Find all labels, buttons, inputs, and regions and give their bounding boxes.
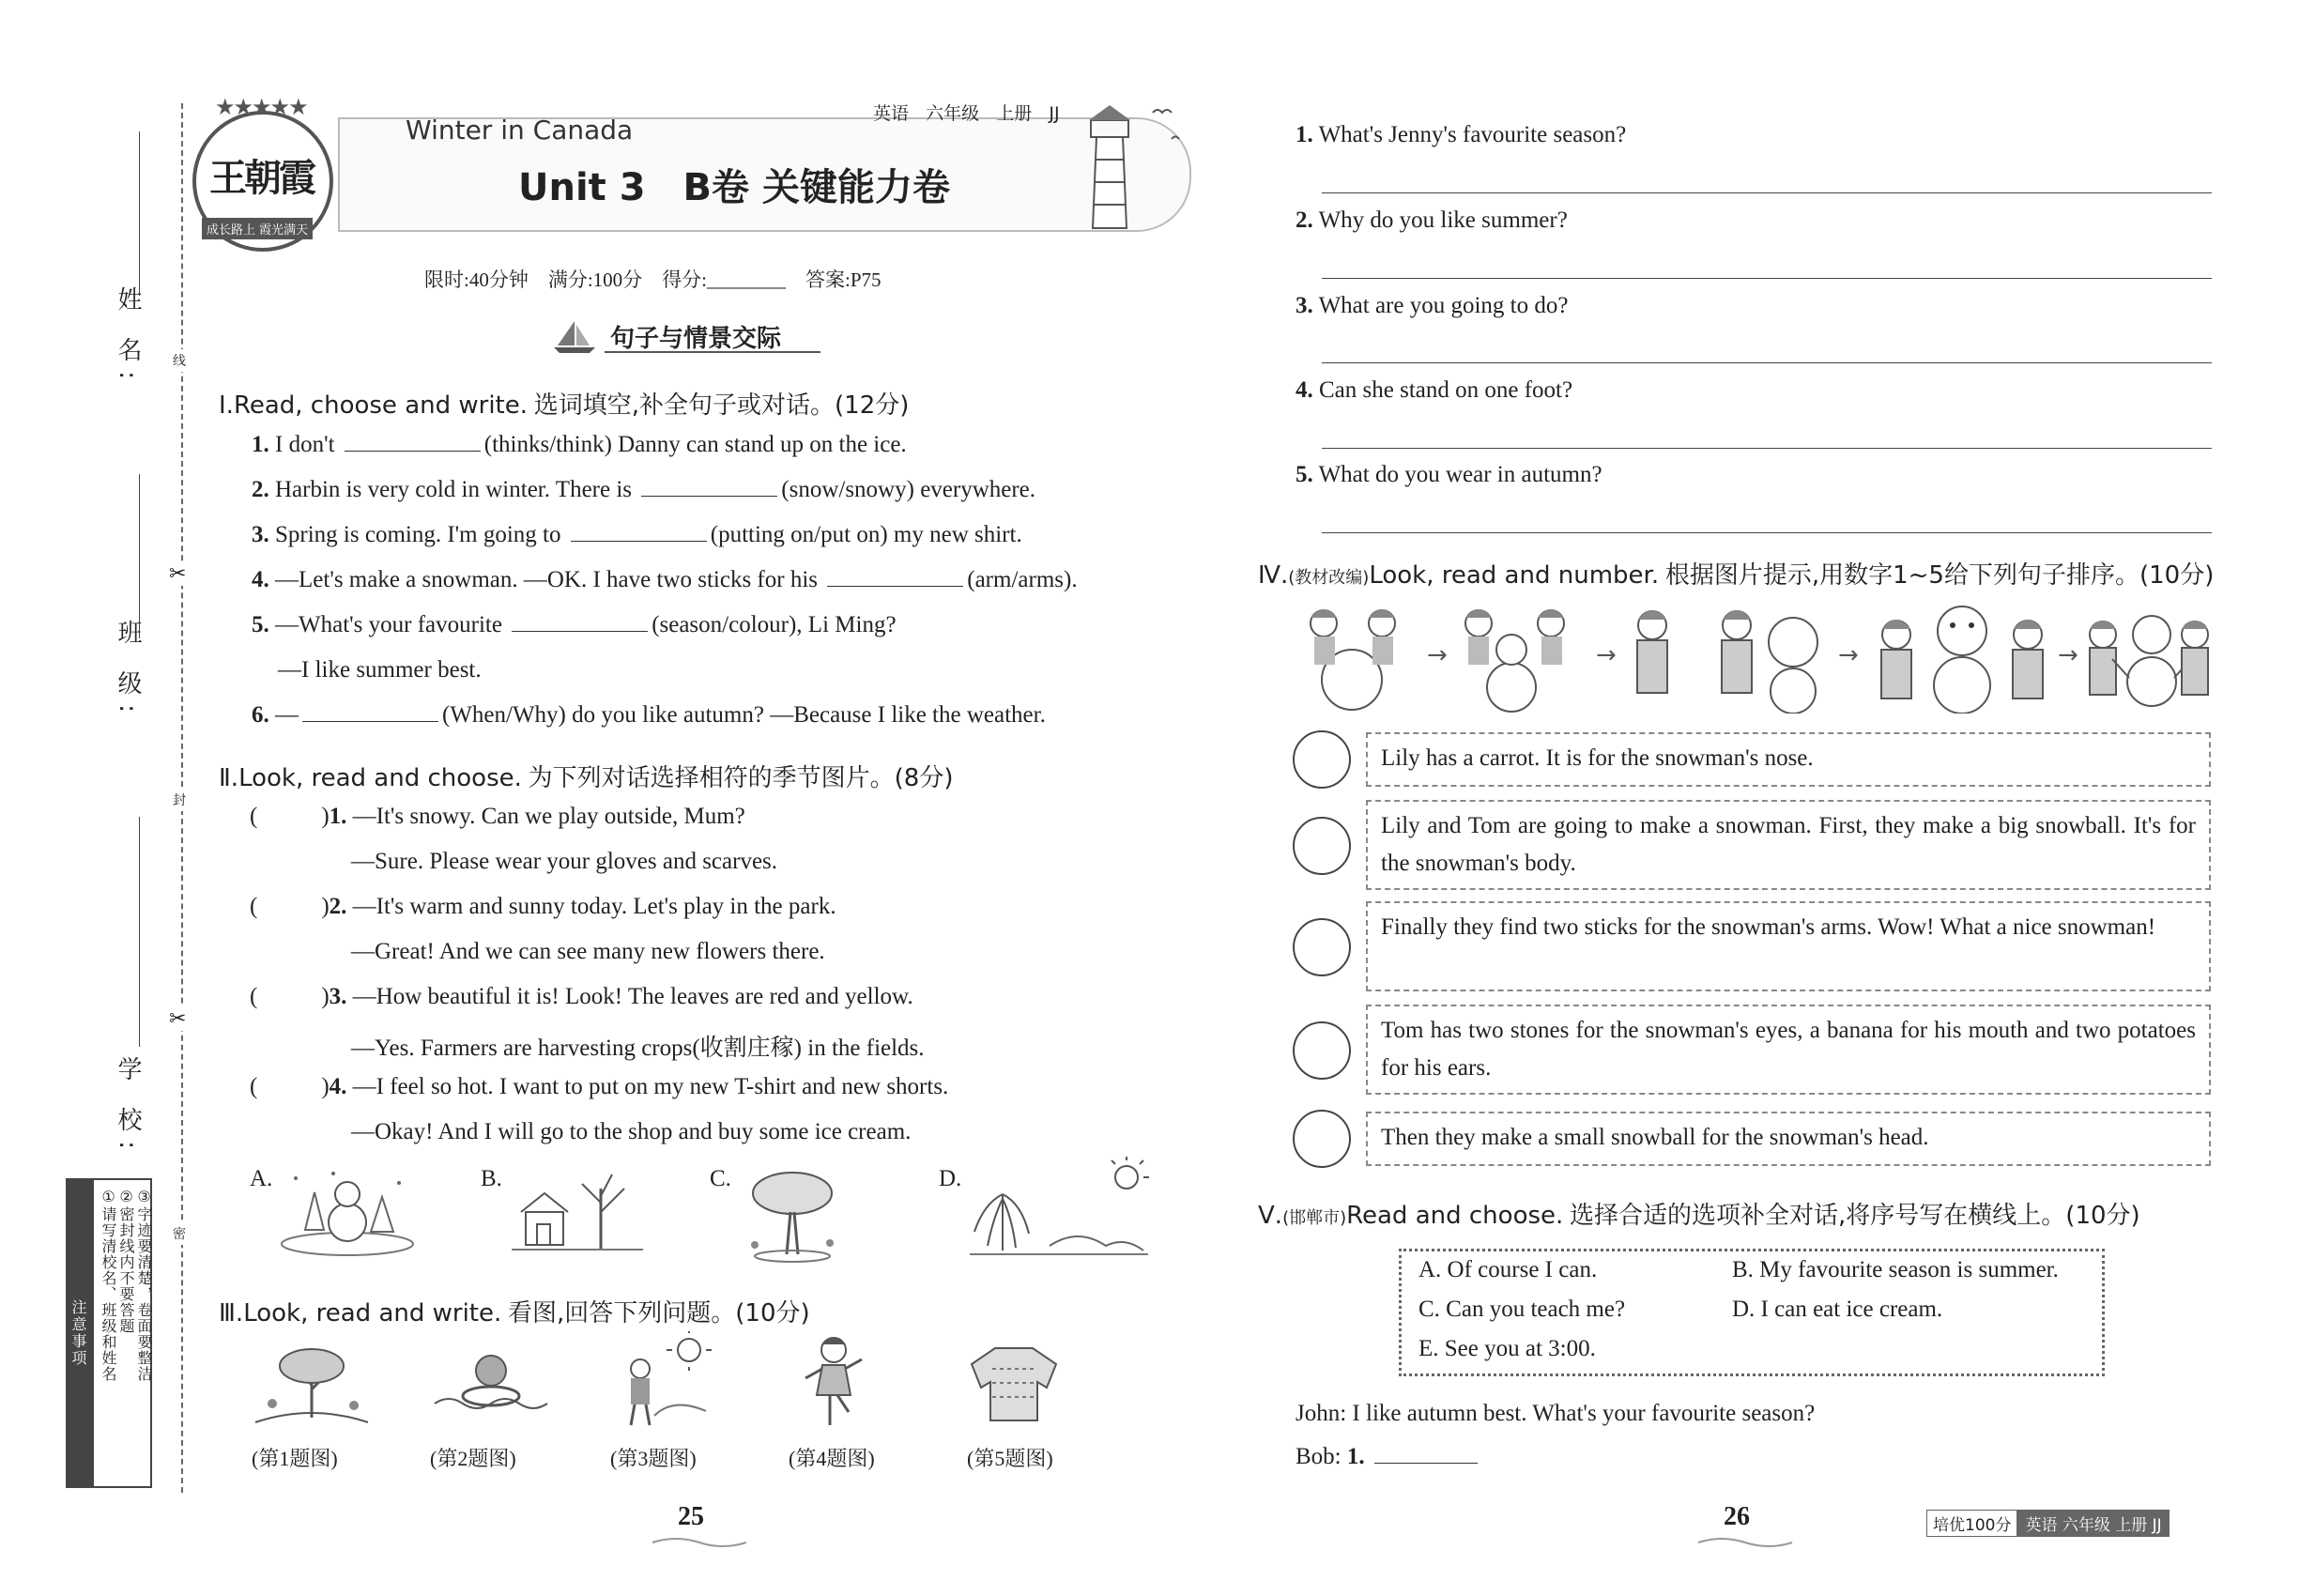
tag-edition: JJ [1049, 103, 1060, 124]
picture-caption: (第4题图) [789, 1447, 875, 1470]
svg-text:→: → [1596, 641, 1617, 669]
question-number: 2. [1296, 207, 1313, 233]
answer-line[interactable] [1322, 278, 2212, 279]
item-line1: —It's warm and sunny today. Let's play in the park. [352, 894, 836, 919]
s2-item-line2: —Great! And we can see many new flowers there. [351, 939, 825, 964]
question-number: 4. [1296, 377, 1313, 403]
theme-title: Winter in Canada [406, 115, 634, 146]
s2-item: ( )4. —I feel so hot. I want to put on my new T-shirt and new shorts. [250, 1074, 949, 1099]
logo-ribbon: 成长路上 霞光满天 [202, 218, 313, 239]
section2-title-en: Look, read and choose. [238, 764, 522, 792]
cut-mark-line: 线 [173, 349, 186, 372]
comic-panel-5 [2090, 616, 2208, 706]
notes-item: ③字迹要清楚，卷面要整洁 [135, 1188, 153, 1382]
item-line1: —It's snowy. Can we play outside, Mum? [352, 804, 745, 829]
item-number: 3. [329, 984, 347, 1009]
logo-text: 王朝霞 [209, 157, 314, 200]
item-text: Harbin is very cold in winter. There is [275, 477, 633, 502]
section1-title-en: Read, choose and write. [233, 391, 529, 420]
section5-title [1258, 1196, 2140, 1231]
item-number: 3. [252, 522, 269, 547]
item-text: —What's your favourite [275, 612, 502, 637]
s2-item: ( )1. —It's snowy. Can we play outside, Mum? [250, 804, 745, 829]
notes-item: ①请写清校名、班级和姓名 [100, 1188, 117, 1382]
question-text: Why do you like summer? [1318, 207, 1568, 233]
s3-question [1296, 207, 1568, 234]
svg-text:→: → [2058, 641, 2078, 669]
notes-item: ②密封线内不要答题 [117, 1188, 135, 1334]
answer-line[interactable] [1322, 448, 2212, 449]
item-number: 6. [252, 702, 269, 728]
s2-item: ( )3. —How beautiful it is! Look! The leaves are red and yellow. [250, 984, 913, 1009]
answer-line[interactable] [1322, 532, 2212, 533]
answer-blank[interactable] [345, 432, 481, 452]
item-text: Spring is coming. I'm going to [275, 522, 561, 547]
section-banner [552, 317, 834, 355]
comic-panel-1 [1311, 609, 1395, 710]
question-picture-3 [612, 1331, 715, 1431]
sentence-box [1366, 1005, 2211, 1095]
section5-roman: Ⅴ. [1258, 1202, 1283, 1230]
section4-title [1258, 556, 2214, 591]
scissors-icon: ✂ [169, 1006, 187, 1030]
section1-roman: Ⅰ. [219, 391, 234, 420]
school-label: 学 校: [114, 1056, 142, 1159]
section2-title [219, 759, 953, 793]
brand-name: 培优100分 [1926, 1510, 2017, 1537]
comic-panel-4 [1881, 606, 2043, 714]
answer-blank[interactable] [827, 567, 963, 587]
option-label-b: B. [481, 1166, 502, 1191]
svg-text:→: → [1427, 641, 1448, 669]
answer-line[interactable] [1322, 192, 2212, 193]
item-text: Danny can stand up on the ice. [618, 432, 907, 457]
options-box [1399, 1249, 2105, 1376]
s2-item: ( )2. —It's warm and sunny today. Let's play in the park. [250, 894, 836, 919]
s2-item-line2: —Sure. Please wear your gloves and scarves. [351, 849, 778, 874]
item-text: — [275, 702, 299, 728]
question-number: 3. [1296, 293, 1313, 318]
item-text: my new shirt. [893, 522, 1022, 547]
sentence-box [1366, 901, 2211, 991]
meta-answer: 答案:P75 [805, 269, 882, 291]
name-field[interactable] [139, 131, 140, 296]
sentence-text: Lily and Tom are going to make a snowman. First, they make a big snowball. It's for the snowman's body. [1381, 813, 2196, 876]
order-circle[interactable] [1293, 817, 1351, 875]
section5-title-cn: 选择合适的选项补全对话,将序号写在横线上。(10分) [1570, 1202, 2140, 1230]
sentence-box [1366, 800, 2211, 890]
logo-badge [192, 96, 333, 252]
meta-score: 满分:100分 [547, 269, 643, 291]
scissors-icon: ✂ [169, 561, 187, 585]
cut-mark-secret: 密 [173, 1222, 186, 1245]
summer-picture [965, 1157, 1153, 1260]
option-label-a: A. [250, 1166, 273, 1191]
section3-title-en: Look, read and write. [243, 1299, 502, 1327]
s1-item [278, 657, 482, 683]
dialog-speaker: Bob: [1296, 1444, 1342, 1469]
item-options: (arm/arms). [967, 567, 1078, 592]
order-circle[interactable] [1293, 730, 1351, 789]
class-label: 班 级: [114, 620, 142, 723]
question-text: What's Jenny's favourite season? [1318, 122, 1627, 147]
dialog-line [1296, 1444, 1481, 1470]
section1-title [219, 386, 909, 421]
option-a: A. Of course I can. [1418, 1257, 1598, 1282]
answer-blank[interactable] [302, 702, 438, 722]
item-text: —I like summer best. [278, 657, 482, 683]
item-line1: —I feel so hot. I want to put on my new T-shirt and new shorts. [352, 1074, 949, 1099]
brand-footer [1926, 1510, 2170, 1537]
item-line1: —How beautiful it is! Look! The leaves are red and yellow. [352, 984, 913, 1009]
sentence-box [1366, 1112, 2211, 1166]
sentence-text: Finally they find two sticks for the snowman's arms. Wow! What a nice snowman! [1381, 914, 2156, 940]
option-b: B. My favourite season is summer. [1732, 1257, 2059, 1282]
brand-tag: 英语 六年级 上册 JJ [2017, 1510, 2169, 1537]
item-number: 1. [252, 432, 269, 457]
spring-picture [736, 1160, 849, 1264]
item-text: I don't [275, 432, 335, 457]
option-d: D. I can eat ice cream. [1732, 1297, 1943, 1322]
section3-roman: Ⅲ. [219, 1299, 244, 1327]
name-label: 姓 名: [114, 286, 142, 390]
section4-roman: Ⅳ. [1258, 561, 1289, 590]
section5-tag: (邯郸市) [1282, 1208, 1347, 1228]
item-number: 2. [252, 477, 269, 502]
section5-title-en: Read and choose. [1346, 1202, 1564, 1230]
sentence-text: Then they make a small snowball for the snowman's head. [1381, 1125, 1929, 1150]
s3-question [1296, 293, 1568, 319]
question-text: What are you going to do? [1318, 293, 1569, 318]
school-field[interactable] [139, 817, 140, 1047]
item-options: (When/Why) do you like autumn? —Because I like the weather. [442, 702, 1046, 728]
tag-volume: 上册 [996, 103, 1033, 124]
item-options: (snow/snowy) [781, 477, 914, 502]
sentence-text: Tom has two stones for the snowman's eyes, a banana for his mouth and two potatoes for his ears. [1381, 1018, 2196, 1081]
dialog-line: John: I like autumn best. What's your favourite season? [1296, 1401, 1816, 1426]
section3-title [219, 1294, 810, 1328]
banner-text: 句子与情景交际 [610, 325, 782, 353]
comic-panel-2 [1465, 609, 1564, 712]
autumn-picture [507, 1160, 648, 1258]
item-number: 5. [252, 612, 269, 637]
item-text: —Let's make a snowman. —OK. I have two sticks for his [275, 567, 819, 592]
answer-blank[interactable] [571, 522, 707, 542]
item-number: 1. [329, 804, 347, 829]
section2-title-cn: 为下列对话选择相符的季节图片。(8分) [528, 764, 954, 792]
item-options: (putting on/put on) [710, 522, 888, 547]
question-number: 1. [1296, 122, 1313, 147]
section4-tag: (教材改编) [1288, 568, 1370, 588]
sailboat-icon [552, 317, 597, 355]
comic-panel-3 [1637, 610, 1817, 714]
s1-item [252, 702, 1046, 729]
item-number: 4. [252, 567, 269, 592]
binding-strip [0, 0, 197, 1596]
item-text: everywhere. [920, 477, 1036, 502]
star-icon: ★★★★★ [215, 96, 307, 120]
page-ornament [648, 1536, 751, 1549]
item-options: (thinks/think) [483, 432, 612, 457]
picture-caption: (第3题图) [610, 1447, 697, 1470]
order-circle[interactable] [1293, 1021, 1351, 1080]
s3-question [1296, 122, 1626, 148]
page-ornament [1694, 1536, 1797, 1549]
subject-tag [873, 100, 1060, 125]
order-circle[interactable] [1293, 918, 1351, 976]
option-label-d: D. [939, 1166, 962, 1191]
item-options: (season/colour), Li Ming? [652, 612, 897, 637]
s2-item-line2: —Okay! And I will go to the shop and buy some ice cream. [351, 1119, 912, 1144]
question-picture-1 [246, 1338, 377, 1432]
picture-caption: (第1题图) [252, 1447, 338, 1470]
notes-box [66, 1178, 152, 1488]
question-text: Can she stand on one foot? [1319, 377, 1573, 403]
option-c: C. Can you teach me? [1418, 1297, 1626, 1322]
s1-item [252, 432, 907, 458]
question-picture-2 [430, 1338, 552, 1432]
sweater-picture [967, 1341, 1061, 1425]
snowman-comic-strip [1296, 597, 2216, 714]
winter-picture [277, 1164, 418, 1258]
sentence-text: Lily has a carrot. It is for the snowman's nose. [1381, 745, 1814, 771]
option-label-c: C. [710, 1166, 731, 1191]
order-circle[interactable] [1293, 1110, 1351, 1168]
s3-question [1296, 377, 1572, 404]
svg-text:→: → [1838, 641, 1859, 669]
lighthouse-icon [1078, 101, 1200, 233]
sentence-box [1366, 732, 2211, 787]
tag-grade: 六年级 [926, 103, 980, 124]
section3-title-cn: 看图,回答下列问题。(10分) [508, 1299, 810, 1327]
dialog-number: 1. [1346, 1444, 1365, 1469]
banner-underline [605, 351, 820, 353]
unit-title: Unit 3 B卷 关键能力卷 [518, 166, 950, 209]
section4-title-cn: 根据图片提示,用数字1~5给下列句子排序。(10分) [1664, 561, 2215, 590]
page-number-left: 25 [678, 1502, 704, 1531]
exam-meta [424, 265, 882, 293]
answer-blank[interactable] [512, 612, 648, 632]
picture-caption: (第2题图) [430, 1447, 516, 1470]
question-number: 5. [1296, 462, 1313, 487]
meta-get: 得分:________ [662, 269, 787, 291]
section4-title-en: Look, read and number. [1369, 561, 1660, 590]
option-e: E. See you at 3:00. [1418, 1336, 1596, 1361]
meta-time: 限时:40分钟 [424, 269, 529, 291]
picture-caption: (第5题图) [967, 1447, 1053, 1470]
class-field[interactable] [139, 474, 140, 638]
s1-item [252, 522, 1022, 548]
s1-item [252, 567, 1078, 593]
s3-question [1296, 462, 1602, 488]
page-number-right: 26 [1724, 1502, 1750, 1531]
question-text: What do you wear in autumn? [1318, 462, 1602, 487]
s2-item-line2: —Yes. Farmers are harvesting crops(收割庄稼) in the fields. [351, 1036, 925, 1061]
cut-mark-seal: 封 [173, 789, 186, 811]
answer-blank[interactable] [1374, 1444, 1478, 1464]
notes-title: 注意事项 [68, 1180, 94, 1486]
item-number: 4. [329, 1074, 347, 1099]
s1-item [252, 477, 1035, 503]
question-picture-4 [796, 1331, 871, 1431]
answer-blank[interactable] [641, 477, 777, 497]
section1-title-cn: 选词填空,补全句子或对话。(12分) [533, 391, 910, 420]
tag-subject: 英语 [873, 103, 910, 124]
s1-item [252, 612, 897, 638]
answer-line[interactable] [1322, 362, 2212, 363]
section2-roman: Ⅱ. [219, 764, 239, 792]
item-number: 2. [329, 894, 347, 919]
